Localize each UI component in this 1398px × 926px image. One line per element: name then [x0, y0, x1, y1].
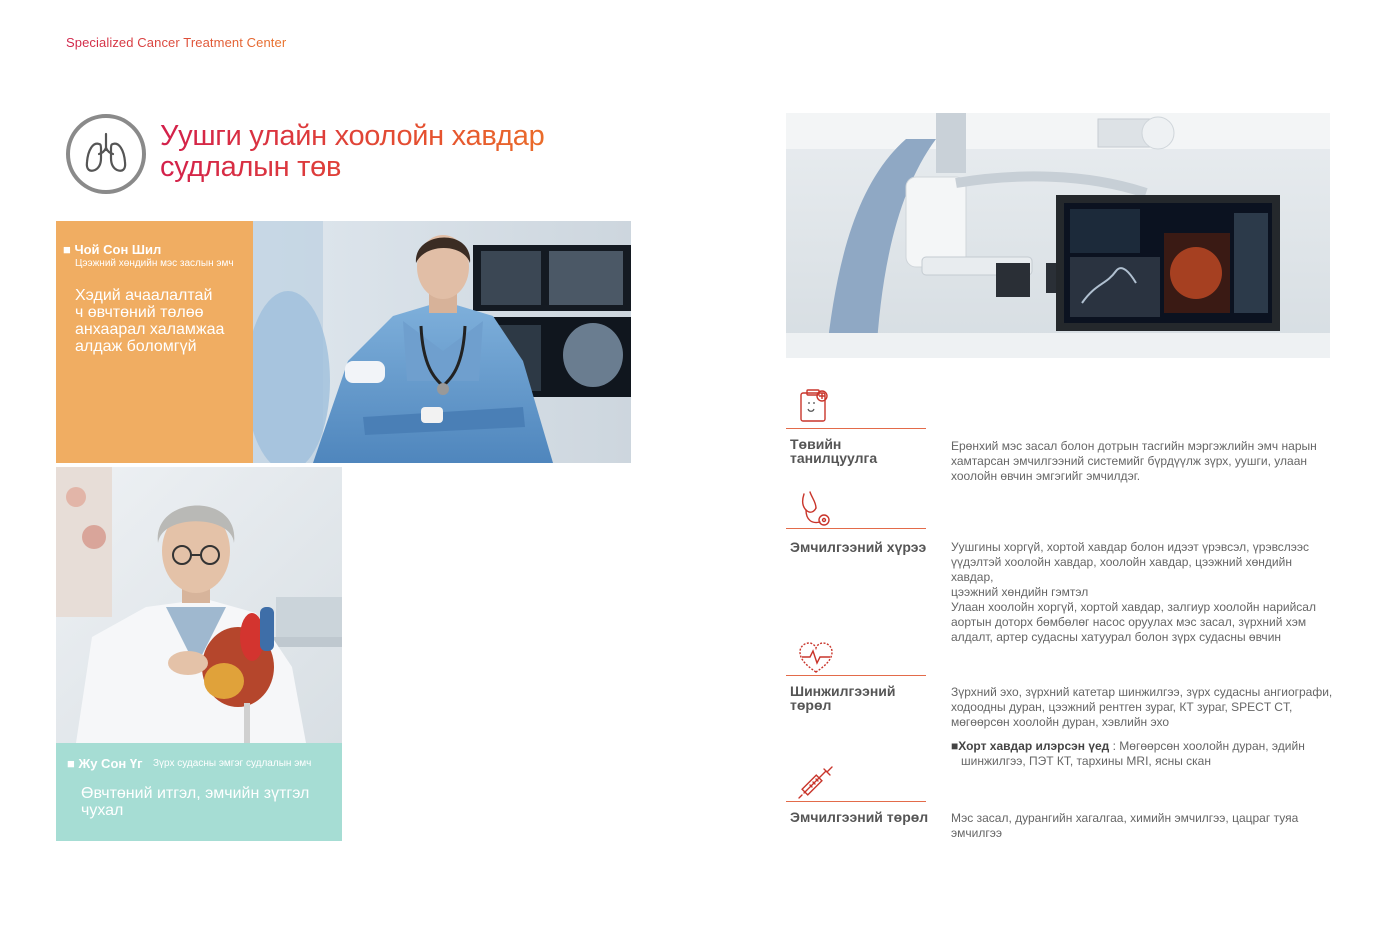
note-text: шинжилгээ, ПЭТ КТ, тархины MRI, ясны скан [961, 754, 1211, 768]
page-title-line1: Уушги улайн хоолойн хавдар [160, 120, 545, 152]
heading-line: төрөл [790, 697, 832, 713]
heading-line: Шинжилгээний [790, 683, 896, 699]
section-divider [786, 528, 926, 529]
body-line: Мэс засал, дурангийн хагалгаа, химийн эмчилгээ, цацраг туяа [951, 811, 1299, 825]
doctor-1-info [56, 221, 253, 463]
heading-line: Эмчилгээний төрөл [790, 809, 929, 825]
doctor-card-1 [56, 221, 631, 463]
section-divider [786, 675, 926, 676]
page-title-line2: судлалын төв [160, 152, 544, 183]
clipboard-heart-icon [796, 385, 836, 430]
section-heading [790, 540, 930, 554]
section-body [951, 685, 1336, 769]
section-center-intro [786, 385, 1346, 495]
quote-line: Өвчтөний итгэл, эмчийн зүтгэл [81, 785, 310, 802]
body-line: Ерөнхий мэс засал болон дотрын тасгийн мэргэжлийн эмч нарын [951, 439, 1317, 453]
doctor-card-2 [56, 467, 342, 841]
doctor-2-info [56, 743, 342, 841]
angiography-room-photo [786, 113, 1330, 358]
section-examinations [786, 640, 1346, 770]
body-line: Улаан хоолойн хоргүй, хортой хавдар, залгиур хоолойн нарийсал [951, 600, 1316, 614]
section-treatment-types [786, 765, 1346, 845]
section-heading [790, 810, 930, 824]
quote-line: алдаж боломгүй [75, 338, 197, 355]
body-line: эмчилгээ [951, 826, 1002, 840]
section-divider [786, 801, 926, 802]
quote-line: ч өвчтөний төлөө [75, 304, 204, 321]
quote-line: анхаарал халамжаа [75, 321, 225, 338]
body-line: Уушгины хоргүй, хортой хавдар болон идээт үрэвсэл, үрэвслээс [951, 540, 1310, 554]
heading-line: Төвийн [790, 436, 842, 452]
doctor-1-photo [253, 221, 631, 463]
body-line: цээжний хөндийн гэмтэл [951, 585, 1089, 599]
heading-line: танилцуулга [790, 450, 878, 466]
body-line: үүдэлтэй хоолойн хавдар, хоолойн хавдар, цээжний хөндийн хавдар, [951, 555, 1292, 584]
section-body [951, 811, 1336, 841]
brand-header: Specialized Cancer Treatment Center [66, 35, 287, 50]
section-heading [790, 684, 930, 712]
lungs-icon [66, 114, 146, 194]
doctor-2-quote [81, 785, 309, 819]
body-line: алдалт, артер судасны хатуурал болон зүрх судасны өвчин [951, 630, 1282, 644]
doctor-1-quote [75, 287, 224, 355]
body-line: хамтарсан эмчилгээний системийг бүрдүүлж зүрх, уушги, улаан [951, 454, 1307, 468]
section-body [951, 439, 1336, 484]
body-line: хоолойн өвчин эмгэгийг эмчилдэг. [951, 469, 1141, 483]
body-line: аортын доторх бөмбөлөг насос оруулах мэс засал, зүрхний хэм [951, 615, 1307, 629]
doctor-2-name: ■ Жу Сон Үг [67, 756, 143, 771]
section-heading [790, 437, 930, 465]
doctor-2-role: Зүрх судасны эмгэг судлалын эмч [153, 758, 312, 769]
section-body [951, 540, 1336, 645]
body-line: Зүрхний эхо, зүрхний катетар шинжилгээ, зүрх судасны ангиографи, [951, 685, 1333, 699]
quote-line: чухал [81, 802, 124, 819]
heading-line: Эмчилгээний хүрээ [790, 539, 927, 555]
note-text: : Мөгөөрсөн хоолойн дуран, эдийн [1109, 739, 1305, 753]
quote-line: Хэдий ачаалалтай [75, 287, 213, 304]
page-title [160, 121, 544, 183]
section-treatment-scope [786, 490, 1346, 644]
doctor-1-name: ■ Чой Сон Шил [63, 242, 162, 257]
doctor-2-photo [56, 467, 342, 743]
section-divider [786, 428, 926, 429]
note-label: ■Хорт хавдар илэрсэн үед [951, 739, 1110, 753]
body-line: мөгөөрсөн хоолойн дуран, хэвлийн эхо [951, 715, 1170, 729]
doctor-1-role: Цээжний хөндийн мэс заслын эмч [75, 258, 234, 269]
body-line: ходоодны дуран, цээжний рентген зураг, КТ зураг, SPECT CT, [951, 700, 1293, 714]
syringe-icon [796, 765, 836, 804]
